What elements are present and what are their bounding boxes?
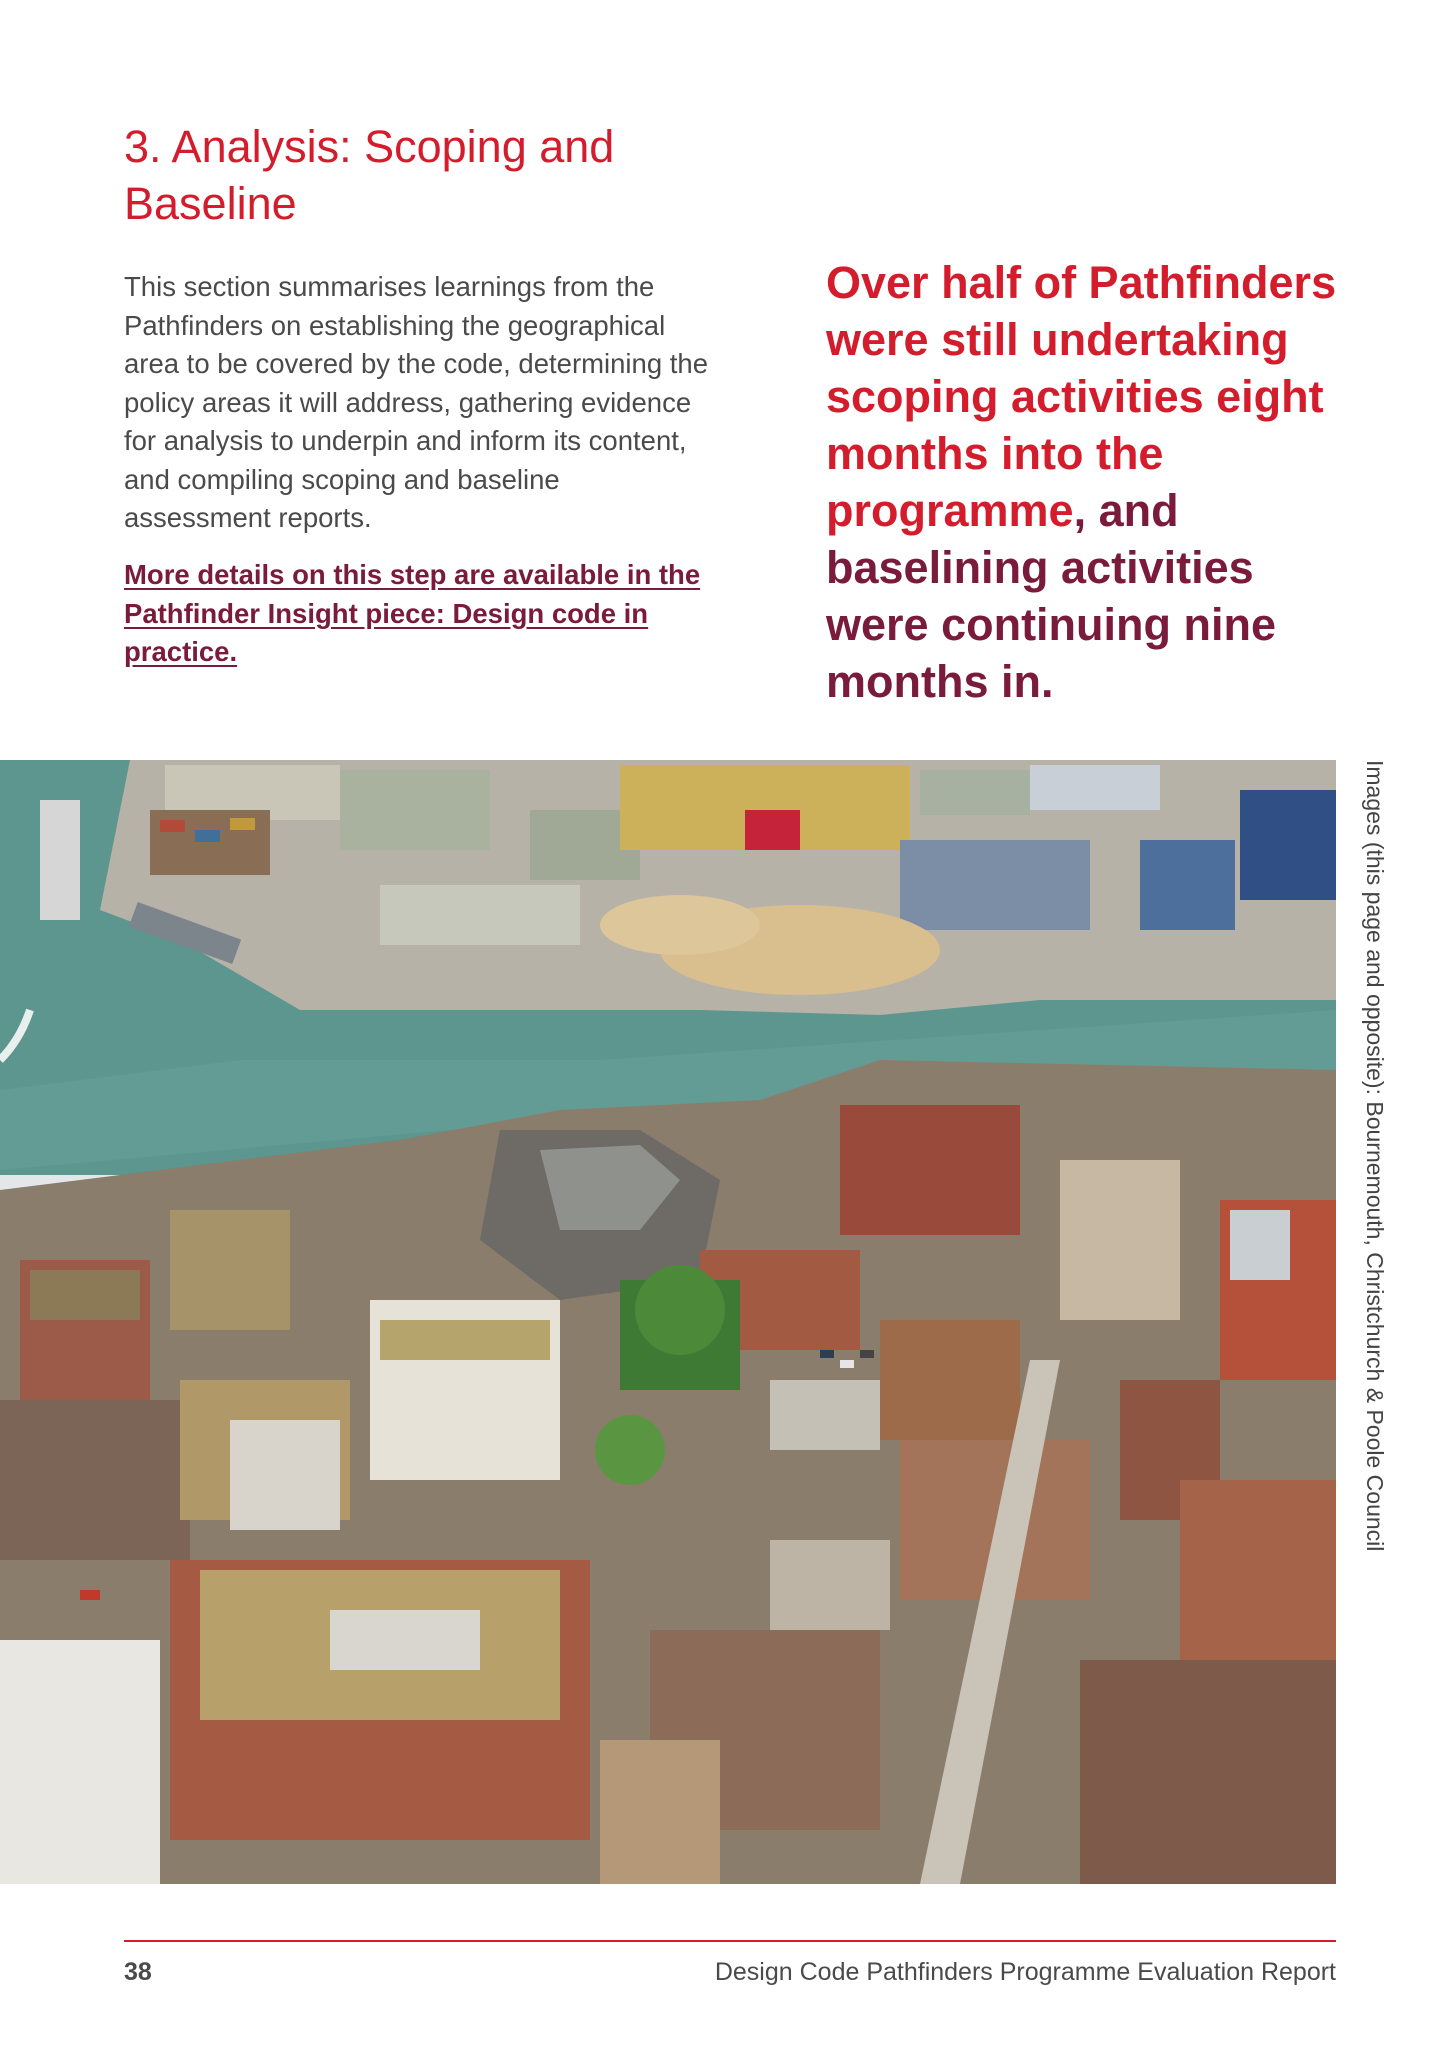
pull-quote — [826, 254, 1366, 710]
insight-link[interactable]: More details on this step are available in the Pathfinder Insight piece: Design code in practice. — [124, 559, 701, 667]
page-number: 38 — [124, 1958, 152, 1986]
report-title: Design Code Pathfinders Programme Evaluation Report — [714, 1958, 1336, 1986]
footer-divider — [124, 1940, 1336, 1942]
pull-quote-rest: , and baselining activities were continuing nine months in. — [826, 485, 1277, 707]
pull-quote-highlight: Over half of Pathfinders were still undertaking scoping activities eight months into the programme — [826, 257, 1337, 536]
photo-caption-text: Images (this page and opposite): Bournemouth, Christchurch & Poole Council — [1362, 760, 1388, 1552]
photo-caption — [1360, 760, 1400, 1620]
aerial-photo — [0, 760, 1336, 1884]
section-title: 3. Analysis: Scoping and Baseline — [124, 121, 615, 229]
section-intro: This section summarises learnings from the Pathfinders on establishing the geographical area to be covered by the code, determining the policy areas it will address, gathering evidence for analysis to underpin and inform its content, and compiling scoping and baseline assessment reports. — [124, 271, 708, 533]
